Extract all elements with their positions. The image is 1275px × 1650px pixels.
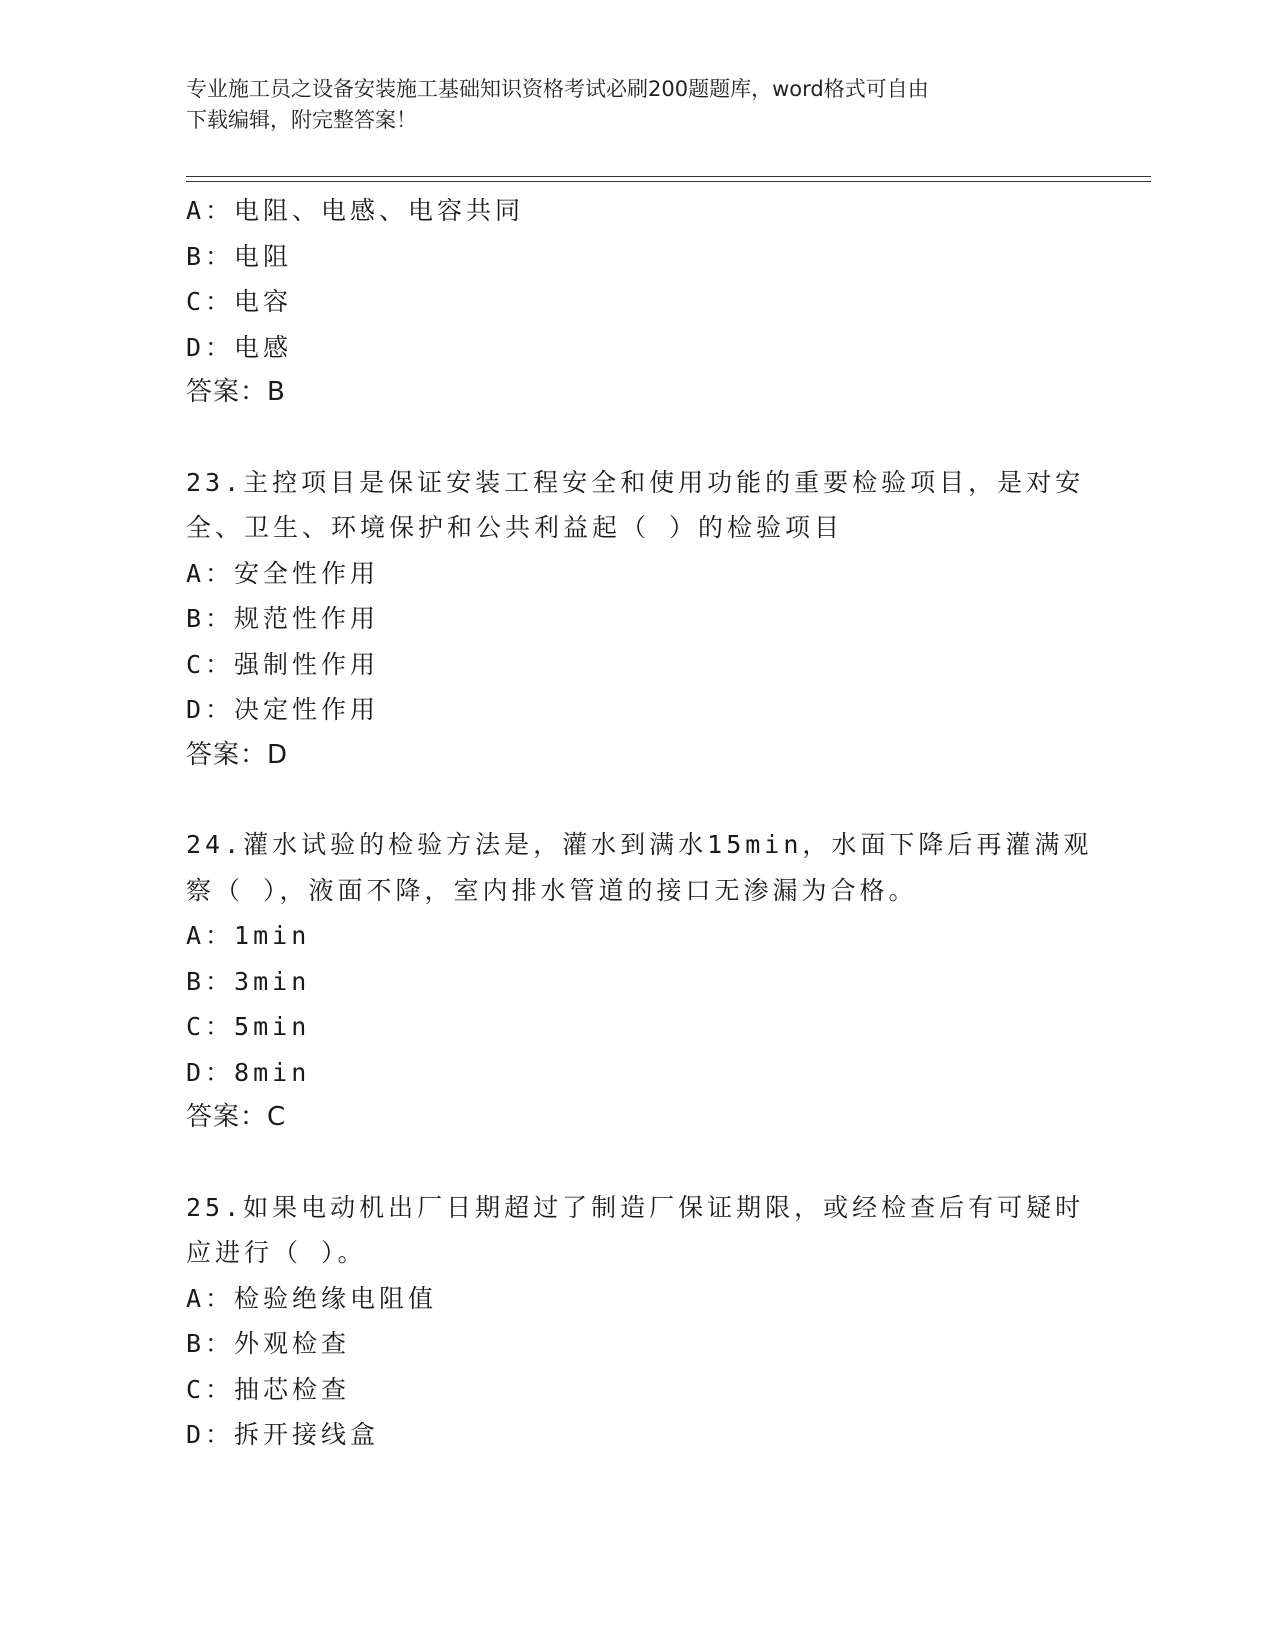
option-c: C：电容 — [186, 287, 293, 316]
question-22 — [186, 188, 1086, 416]
header-line-2: 下载编辑，附完整答案！ — [186, 108, 417, 132]
question-stem-line-2: 应进行（ ）。 — [186, 1238, 367, 1267]
answer-line: 答案：D — [186, 739, 289, 770]
answer-line: 答案：B — [186, 377, 286, 407]
option-d: D：8min — [186, 1057, 311, 1087]
document-header — [186, 74, 1066, 136]
option-d: D：电感 — [186, 332, 293, 362]
option-a: A：安全性作用 — [186, 558, 380, 588]
option-b: B：规范性作用 — [186, 604, 380, 633]
option-d: D：决定性作用 — [186, 695, 380, 724]
option-b: B：电阻 — [186, 241, 293, 271]
question-stem-line-2: 察（ ），液面不降，室内排水管道的接口无渗漏为合格。 — [186, 875, 918, 905]
question-list — [186, 188, 1093, 1458]
question-stem-line-1: 25.如果电动机出厂日期超过了制造厂保证期限，或经检查后有可疑时 — [186, 1192, 1085, 1222]
question-stem-line-1: 23.主控项目是保证安装工程安全和使用功能的重要检验项目，是对安 — [186, 467, 1085, 497]
answer-line: 答案：C — [186, 1102, 287, 1132]
header-divider-top — [186, 176, 1151, 177]
option-c: C：5min — [186, 1012, 311, 1041]
option-a: A：1min — [186, 921, 311, 950]
header-divider-bottom — [186, 181, 1151, 182]
question-23 — [186, 460, 1086, 779]
question-25 — [186, 1185, 1086, 1458]
option-d: D：拆开接线盒 — [186, 1420, 380, 1449]
question-stem-line-2: 全、卫生、环境保护和公共利益起（ ）的检验项目 — [186, 513, 844, 542]
question-stem-line-1: 24.灌水试验的检验方法是，灌水到满水15min，水面下降后再灌满观 — [186, 830, 1093, 859]
option-a: A：电阻、电感、电容共同 — [186, 196, 525, 225]
option-b: B：3min — [186, 966, 311, 996]
option-c: C：抽芯检查 — [186, 1374, 351, 1404]
question-24 — [186, 822, 1093, 1141]
option-b: B：外观检查 — [186, 1329, 351, 1358]
option-a: A：检验绝缘电阻值 — [186, 1283, 438, 1313]
header-line-1: 专业施工员之设备安装施工基础知识资格考试必刷200题题库，word格式可自由 — [186, 77, 929, 101]
option-c: C：强制性作用 — [186, 649, 380, 679]
